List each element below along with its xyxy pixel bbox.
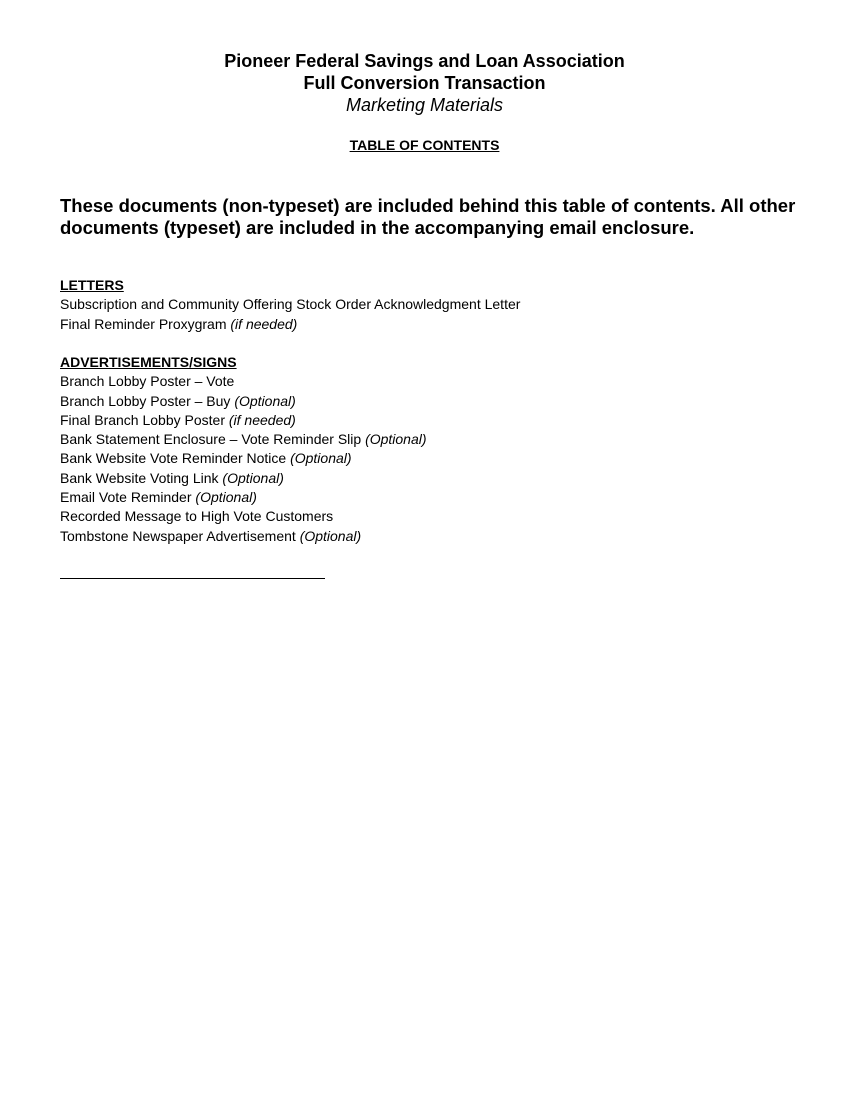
item-text: Subscription and Community Offering Stock Order Acknowledgment Letter: [60, 296, 521, 313]
section-heading: ADVERTISEMENTS/SIGNS: [60, 354, 237, 370]
item-note: (Optional): [299, 527, 362, 544]
item-note: (Optional): [365, 431, 427, 448]
list-item: [60, 488, 800, 507]
list-item: [60, 430, 800, 449]
footnote-divider: [60, 578, 325, 579]
item-note: (Optional): [234, 392, 296, 409]
list-item: [60, 315, 800, 334]
item-note: (Optional): [290, 450, 352, 467]
item-text: Bank Website Vote Reminder Notice: [60, 450, 291, 467]
item-note: (if needed): [228, 411, 296, 428]
item-text: Bank Website Voting Link: [60, 469, 223, 486]
section-heading: LETTERS: [60, 277, 124, 293]
item-text: Tombstone Newspaper Advertisement: [60, 527, 300, 544]
list-item: [60, 295, 800, 314]
list-item: [60, 411, 800, 430]
item-text: Final Reminder Proxygram: [60, 315, 231, 332]
toc-heading: TABLE OF CONTENTS: [349, 137, 500, 153]
list-item: [60, 449, 800, 468]
list-item: [60, 507, 800, 526]
list-item: [60, 392, 800, 411]
item-text: Recorded Message to High Vote Customers: [60, 508, 334, 525]
intro-paragraph: These documents (non-typeset) are included behind this table of contents. All other documents (typeset) are included in the accompanying email enclosure.: [60, 195, 796, 238]
section-letters: [60, 276, 800, 334]
item-note: (Optional): [222, 469, 284, 486]
section-advertisements-signs: [60, 353, 800, 546]
item-text: Email Vote Reminder: [60, 489, 196, 506]
header-subtitle: Marketing Materials: [345, 95, 504, 115]
list-item: [60, 527, 800, 546]
list-item: [60, 469, 800, 488]
header-title-line-2: Full Conversion Transaction: [303, 73, 546, 93]
item-text: Bank Statement Enclosure – Vote Reminder Slip: [60, 431, 366, 448]
item-text: Branch Lobby Poster – Vote: [60, 373, 235, 390]
item-text: Branch Lobby Poster – Buy: [60, 392, 235, 409]
header-title-line-1: Pioneer Federal Savings and Loan Association: [224, 51, 625, 71]
list-item: [60, 372, 800, 391]
document-header: [0, 50, 849, 116]
item-note: (Optional): [195, 489, 257, 506]
item-note: (if needed): [230, 315, 298, 332]
item-text: Final Branch Lobby Poster: [60, 411, 229, 428]
